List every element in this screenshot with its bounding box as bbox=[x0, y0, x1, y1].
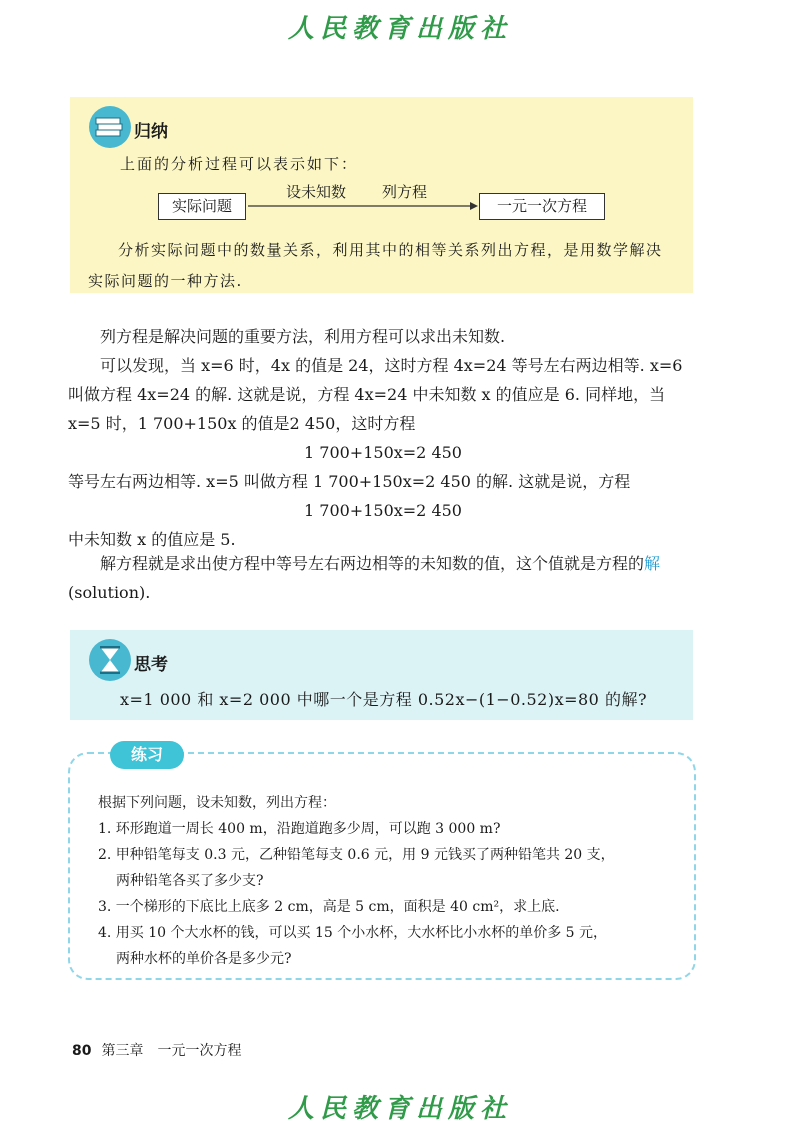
paragraph: 中未知数 x 的值应是 5. bbox=[68, 530, 236, 549]
flow-start-box: 实际问题 bbox=[158, 193, 246, 220]
equation: 1 700+150x=2 450 bbox=[304, 501, 462, 520]
flow-end-box: 一元一次方程 bbox=[479, 193, 605, 220]
chapter-title: 第三章 一元一次方程 bbox=[101, 1043, 242, 1059]
practice-tab: 练习 bbox=[110, 741, 184, 769]
page-number: 80 bbox=[72, 1043, 92, 1059]
definition-term: 解 bbox=[644, 554, 661, 573]
practice-item: 4. 用买 10 个大水杯的钱，可以买 15 个小水杯，大水杯比小水杯的单价多 5 元， bbox=[98, 925, 608, 941]
practice-item: 1. 环形跑道一周长 400 m，沿跑道跑多少周，可以跑 3 000 m? bbox=[98, 821, 501, 837]
think-question: x=1 000 和 x=2 000 中哪一个是方程 0.52x−(1−0.52)x=80 的解? bbox=[120, 690, 648, 709]
summary-body: 分析实际问题中的数量关系，利用其中的相等关系列出方程，是用数学解决实际问题的一种方法. bbox=[88, 241, 663, 290]
think-box bbox=[70, 630, 693, 720]
publisher-logo-bottom: 人民教育出版社 bbox=[287, 1094, 512, 1124]
paragraph: 等号左右两边相等. x=5 叫做方程 1 700+150x=2 450 的解. 这就是说，方程 bbox=[68, 472, 631, 491]
practice-list bbox=[98, 790, 678, 972]
equation: 1 700+150x=2 450 bbox=[304, 443, 462, 462]
practice-item: 3. 一个梯形的下底比上底多 2 cm，高是 5 cm，面积是 40 cm²，求上底. bbox=[98, 899, 560, 915]
page-footer bbox=[72, 1040, 241, 1060]
think-heading: 思考 bbox=[134, 655, 168, 675]
main-text bbox=[68, 322, 698, 554]
paragraph: 可以发现，当 x=6 时，4x 的值是 24，这时方程 4x=24 等号左右两边相等. x=6 叫做方程 4x=24 的解. 这就是说，方程 4x=24 中未知数 x 的值应是 6. 同样地，当 x=5 时，1 700+150x 的值是2 450，这时方程 bbox=[68, 356, 683, 433]
flow-arrow-icon bbox=[248, 193, 478, 219]
definition-text: (solution). bbox=[68, 583, 151, 602]
summary-intro: 上面的分析过程可以表示如下： bbox=[120, 155, 359, 173]
flow-step-label: 列方程 bbox=[382, 183, 428, 201]
definition-text: 解方程就是求出使方程中等号左右两边相等的未知数的值，这个值就是方程的 bbox=[100, 554, 645, 573]
hourglass-icon bbox=[88, 638, 132, 682]
practice-item: 两种水杯的单价各是多少元? bbox=[116, 951, 292, 967]
practice-item: 两种铅笔各买了多少支? bbox=[116, 873, 264, 889]
practice-item: 2. 甲种铅笔每支 0.3 元，乙种铅笔每支 0.6 元，用 9 元钱买了两种铅笔共 20 支， bbox=[98, 847, 615, 863]
practice-intro: 根据下列问题，设未知数，列出方程： bbox=[98, 795, 336, 811]
summary-heading: 归纳 bbox=[134, 122, 168, 142]
publisher-logo-top: 人民教育出版社 bbox=[287, 14, 512, 44]
paragraph: 列方程是解决问题的重要方法，利用方程可以求出未知数. bbox=[100, 327, 506, 346]
definition-paragraph bbox=[68, 549, 698, 607]
flow-step-label: 设未知数 bbox=[286, 183, 347, 201]
summary-box bbox=[70, 97, 693, 293]
book-stack-icon bbox=[88, 105, 132, 149]
